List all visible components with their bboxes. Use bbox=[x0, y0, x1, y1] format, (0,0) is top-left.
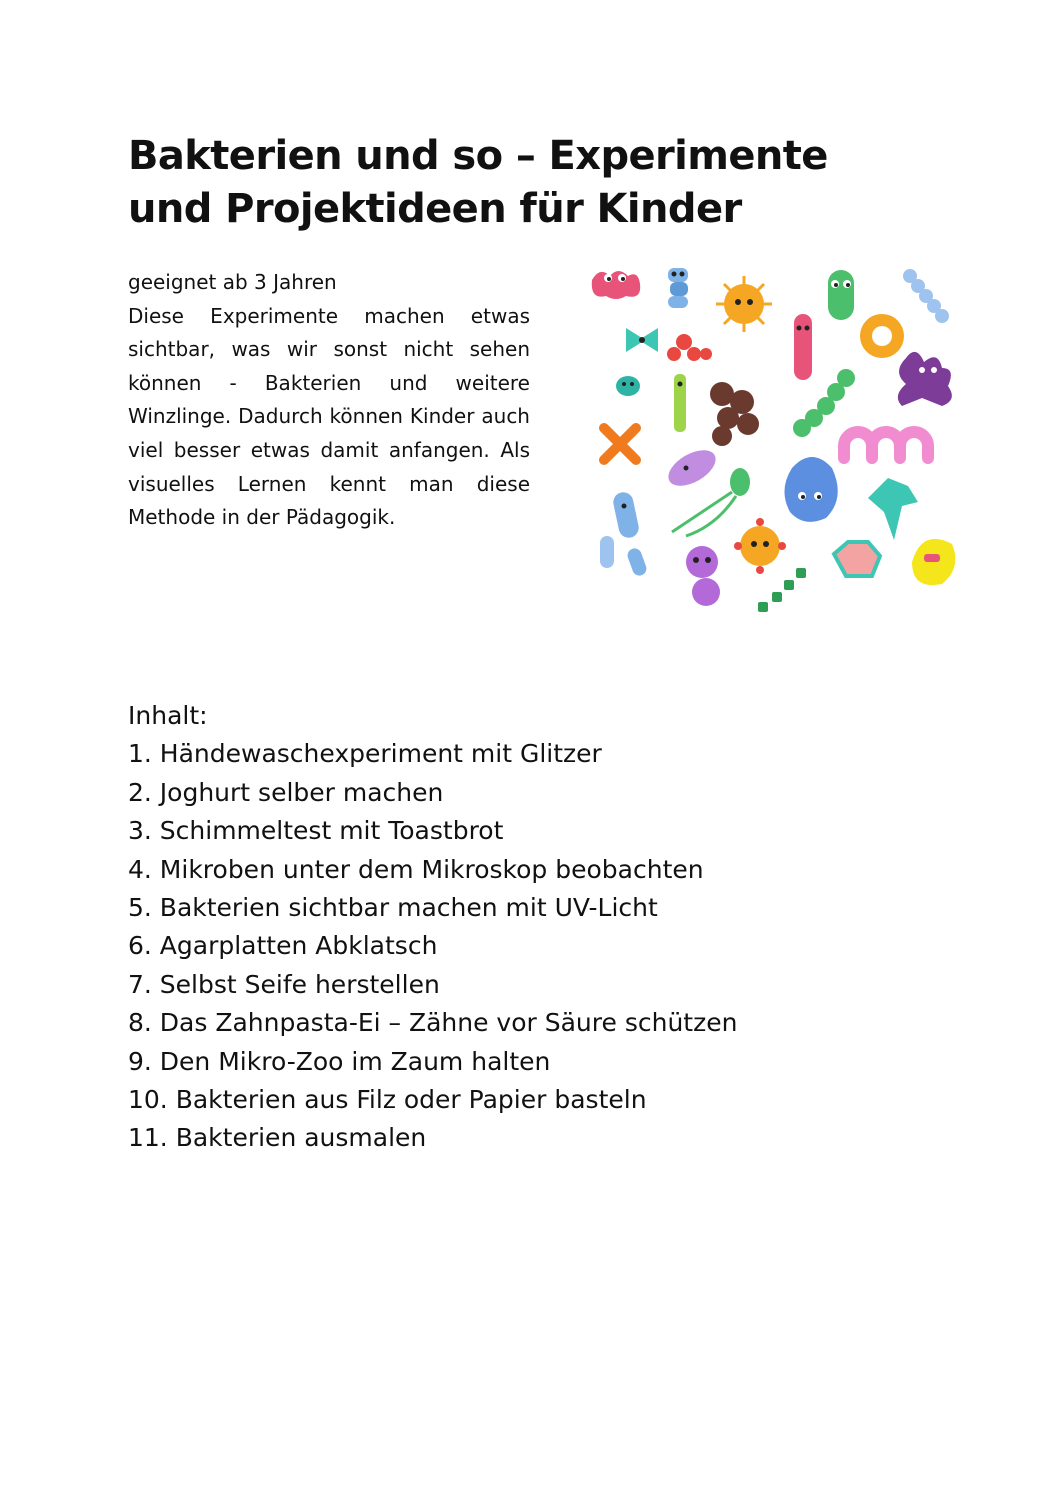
blue-blob-microbe bbox=[784, 457, 837, 522]
orange-spiky-microbe bbox=[716, 276, 772, 332]
toc-item: 5. Bakterien sichtbar machen mit UV-Licht bbox=[128, 893, 658, 923]
purple-oval-microbe bbox=[662, 443, 721, 493]
teal-bowtie-microbe bbox=[626, 328, 658, 352]
page-title: Bakterien und so – Experimente und Projektideen für Kinder bbox=[128, 133, 828, 232]
toc-item: 7. Selbst Seife herstellen bbox=[128, 969, 440, 999]
intro-section bbox=[128, 266, 530, 535]
toc-item: 1. Händewaschexperiment mit Glitzer bbox=[128, 739, 602, 769]
toc-item: 10. Bakterien aus Filz oder Papier basteln bbox=[128, 1085, 647, 1115]
teal-dot-microbe bbox=[616, 376, 640, 396]
pink-blob-microbe bbox=[592, 271, 640, 299]
purple-peanut-microbe bbox=[686, 546, 720, 606]
age-note: geeignet ab 3 Jahren bbox=[128, 270, 337, 294]
toc-item: 4. Mikroben unter dem Mikroskop beobachten bbox=[128, 854, 704, 884]
blue-chain-microbe bbox=[668, 268, 688, 308]
toc-list bbox=[128, 735, 888, 1157]
toc-item: 11. Bakterien ausmalen bbox=[128, 1123, 427, 1153]
orange-x-microbe bbox=[604, 428, 636, 460]
purple-tentacle-microbe bbox=[898, 352, 952, 406]
blue-rod-microbe bbox=[611, 490, 640, 539]
red-cluster-microbe bbox=[667, 334, 712, 361]
light-blue-microbe bbox=[600, 536, 648, 578]
toc-item: 3. Schimmeltest mit Toastbrot bbox=[128, 816, 504, 846]
green-capsule-microbe bbox=[828, 270, 854, 320]
orange-virus-microbe bbox=[734, 518, 786, 574]
teal-fan-microbe bbox=[868, 478, 918, 540]
lime-stick-microbe bbox=[674, 374, 686, 432]
toc-item: 9. Den Mikro-Zoo im Zaum halten bbox=[128, 1046, 551, 1076]
toc-heading: Inhalt: bbox=[128, 701, 208, 730]
microbes-illustration bbox=[582, 262, 964, 626]
pink-hexagon-microbe bbox=[834, 542, 880, 576]
pink-rod-microbe bbox=[794, 314, 812, 380]
brown-cluster-microbe bbox=[710, 382, 759, 446]
toc-item: 8. Das Zahnpasta-Ei – Zähne vor Säure schützen bbox=[128, 1008, 738, 1038]
green-segment-microbe bbox=[758, 568, 806, 612]
description-paragraph: Diese Experimente machen etwas sichtbar, was wir sonst nicht sehen können - Bakterien und weitere Winzlinge. Dadurch können Kinder auch viel besser etwas damit anfangen. Als visuelles Lernen kennt man diese Methode in der Pädagogik. bbox=[128, 303, 530, 530]
toc-item: 6. Agarplatten Abklatsch bbox=[128, 931, 438, 961]
toc-item: 2. Joghurt selber machen bbox=[128, 777, 444, 807]
pink-arch-microbe bbox=[844, 432, 928, 458]
yellow-mouth-microbe bbox=[912, 539, 955, 585]
orange-ring-microbe bbox=[860, 314, 904, 358]
table-of-contents bbox=[128, 697, 888, 1158]
blue-spiral-microbe bbox=[903, 269, 949, 323]
